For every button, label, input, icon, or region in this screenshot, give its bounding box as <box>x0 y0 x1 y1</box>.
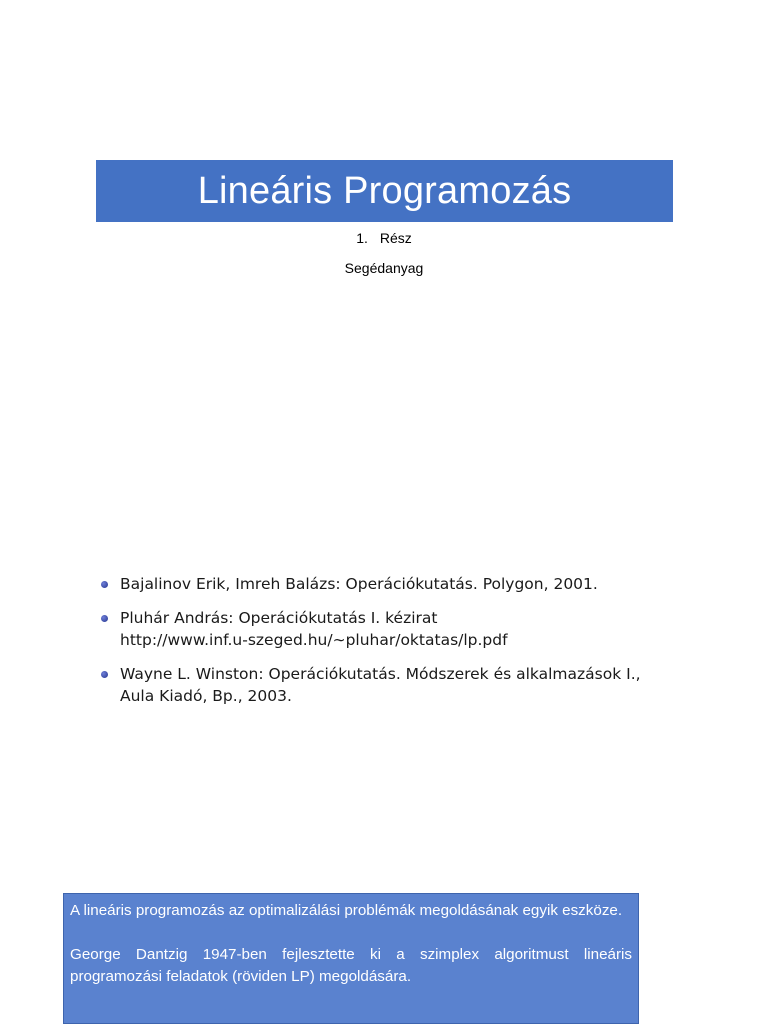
reference-item <box>100 663 700 707</box>
info-paragraph: A lineáris programozás az optimalizálási problémák megoldásának egyik eszköze. <box>70 902 623 919</box>
part-label: Rész <box>379 230 412 246</box>
bullet-icon <box>101 671 108 678</box>
reference-item <box>100 573 700 595</box>
subtitle: Segédanyag <box>344 260 424 276</box>
reference-text: Pluhár András: Operációkutatás I. kézirat <box>120 609 438 627</box>
bullet-icon <box>101 615 108 622</box>
reference-text: Bajalinov Erik, Imreh Balázs: Operációkutatás. Polygon, 2001. <box>120 575 598 593</box>
title-banner <box>96 160 673 222</box>
reference-list <box>100 573 700 719</box>
info-box <box>63 893 639 1024</box>
reference-url: http://www.inf.u-szeged.hu/∼pluhar/oktatas/lp.pdf <box>120 631 508 649</box>
part-number: 1. <box>356 230 368 246</box>
info-paragraph: George Dantzig 1947-ben fejlesztette ki a szimplex algoritmust lineáris programozási feladatok (röviden LP) megoldására. <box>70 946 632 985</box>
bullet-icon <box>101 581 108 588</box>
reference-text-continued: Aula Kiadó, Bp., 2003. <box>120 687 292 705</box>
reference-item <box>100 607 700 651</box>
part-heading <box>0 230 768 246</box>
reference-text: Wayne L. Winston: Operációkutatás. Módszerek és alkalmazások I., <box>120 665 641 683</box>
page-title: Lineáris Programozás <box>197 169 572 212</box>
